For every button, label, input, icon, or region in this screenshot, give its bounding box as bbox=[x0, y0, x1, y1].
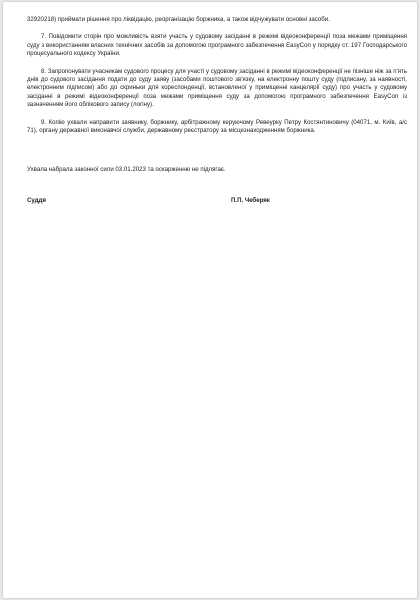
paragraph-9: 9. Копію ухвали направити заявнику, боржнику, арбітражному керуючому Ревеурку Петру Костянтиновичу (04071, м. Київ, а/с 71), органу державної виконавчої служби, державному реєстратору за місцезнаходженням боржника. bbox=[27, 118, 407, 135]
paragraph-continuation: 32920218) приймати рішення про ліквідацію, реорганізацію боржника, а також відчужувати основні засоби. bbox=[27, 16, 330, 23]
signature-role: Суддя bbox=[27, 196, 46, 204]
section-spacer bbox=[27, 144, 407, 166]
effective-date-statement: Ухвала набрала законної сили 03.01.2023 та оскарженню не підлягає. bbox=[27, 166, 226, 174]
signature-row bbox=[27, 197, 407, 207]
signature-name: П.П. Чеберяк bbox=[231, 196, 270, 204]
paragraph-8: 8. Запропонувати учасникам судового процесу для участі у судовому засіданні в режимі відеоконференції не пізніше ніж за п'ять днів до судового засідання подати до суду заяву (засобами поштового зв'язку, на електронну пошту суду (підписану, за наявності, електронним підписом) або до скриньки для кореспонденції, встановленої у приміщенні канцелярії суду) про участь у судовому засіданні в режимі відеоконференції поза межами приміщення суду за допомогою програмного забезпечення EasyCon із зазначенням його облікового запису (логіну). bbox=[27, 67, 407, 109]
document-body bbox=[27, 16, 407, 207]
paragraph-7: 7. Повідомити сторін про можливість взяти участь у судовому засіданні в режимі відеоконференції поза межами приміщення суду з використанням власних технічних засобів за допомогою програмного забезпечення EasyCon у порядку ст. 197 Господарського процесуального кодексу України. bbox=[27, 33, 407, 58]
document-page bbox=[3, 2, 417, 598]
